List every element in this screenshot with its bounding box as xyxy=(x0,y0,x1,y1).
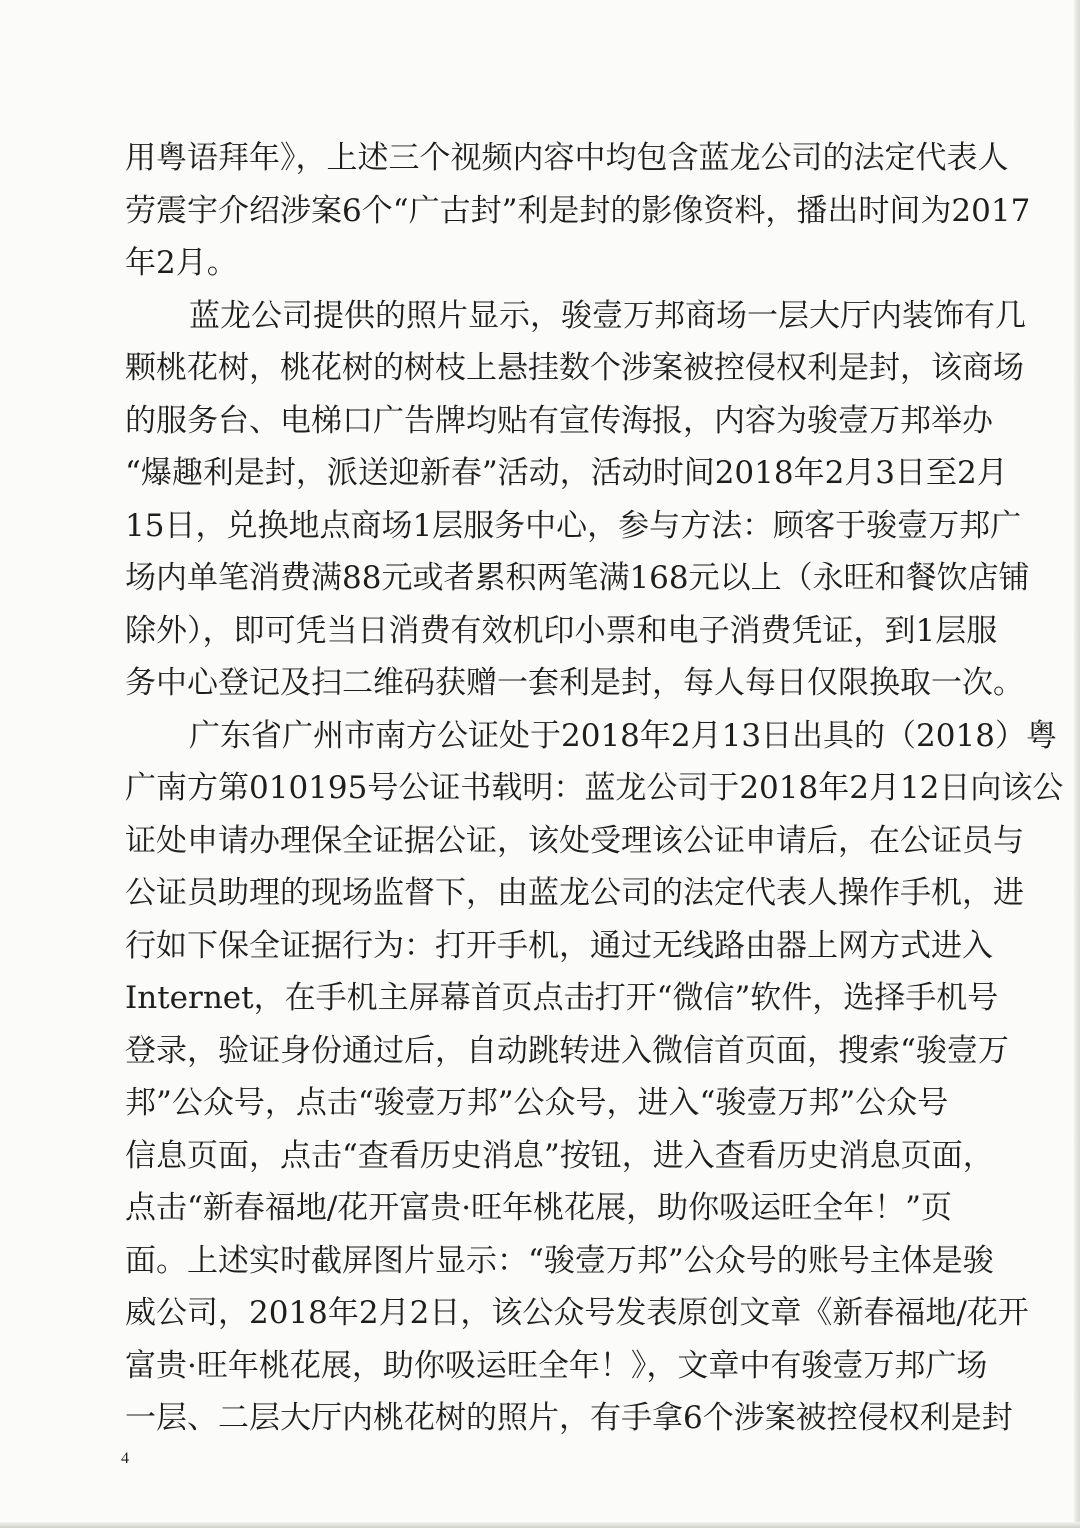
text-line: 行如下保全证据行为：打开手机，通过无线路由器上网方式进入 xyxy=(125,927,993,964)
text-line: 登录，验证身份通过后，自动跳转进入微信首页面，搜索“骏壹万 xyxy=(125,1032,1009,1069)
page-number: 4 xyxy=(121,1450,129,1467)
text-line: 威公司，2018年2月2日，该公众号发表原创文章《新春福地/花开 xyxy=(125,1295,1029,1331)
text-line: 面。上述实时截屏图片显示：“骏壹万邦”公众号的账号主体是骏 xyxy=(125,1242,994,1279)
text-line: 年2月。 xyxy=(125,245,238,281)
paragraph xyxy=(125,290,1030,710)
text-line: 一层、二层大厅内桃花树的照片，有手拿6个涉案被控侵权利是封 xyxy=(125,1400,1013,1436)
text-line: 用粤语拜年》，上述三个视频内容中均包含蓝龙公司的法定代表人 xyxy=(125,140,1009,176)
text-line: 富贵·旺年桃花展，助你吸运旺全年！》，文章中有骏壹万邦广场 xyxy=(125,1347,988,1384)
text-line: 务中心登记及扫二维码获赠一套利是封，每人每日仅限换取一次。 xyxy=(125,665,1024,701)
text-line: 的服务台、电梯口广告牌均贴有宣传海报，内容为骏壹万邦举办 xyxy=(125,402,993,439)
text-line: 邦”公众号，点击“骏壹万邦”公众号，进入“骏壹万邦”公众号 xyxy=(125,1085,949,1121)
page-edge-shadow-bottom xyxy=(0,1522,1080,1528)
text-line: 证处申请办理保全证据公证，该处受理该公证申请后，在公证员与 xyxy=(125,822,1024,859)
text-line: Internet，在手机主屏幕首页点击打开“微信”软件，选择手机号 xyxy=(125,980,999,1016)
page-edge-shadow xyxy=(1074,0,1080,1528)
text-line: 除外），即可凭当日消费有效机印小票和电子消费凭证，到1层服 xyxy=(125,612,998,649)
text-line: 劳震宇介绍涉案6个“广古封”利是封的影像资料，播出时间为2017 xyxy=(125,192,1031,229)
paragraph xyxy=(125,132,1031,290)
text-line: “爆趣利是封，派送迎新春”活动，活动时间2018年2月3日至2月 xyxy=(125,455,1008,491)
text-line: 广东省广州市南方公证处于2018年2月13日出具的（2018）粤 xyxy=(189,717,1057,754)
text-line: 广南方第010195号公证书载明：蓝龙公司于2018年2月12日向该公 xyxy=(125,770,1064,806)
text-line: 15日，兑换地点商场1层服务中心，参与方法：顾客于骏壹万邦广 xyxy=(125,507,1022,544)
document-body xyxy=(125,132,1064,1445)
text-line: 场内单笔消费满88元或者累积两笔满168元以上（永旺和餐饮店铺 xyxy=(125,560,1030,596)
text-line: 点击“新春福地/花开富贵·旺年桃花展，助你吸运旺全年！”页 xyxy=(125,1190,952,1226)
text-line: 蓝龙公司提供的照片显示，骏壹万邦商场一层大厅内装饰有几 xyxy=(189,297,1026,334)
paragraph xyxy=(125,710,1064,1445)
text-line: 公证员助理的现场监督下，由蓝龙公司的法定代表人操作手机，进 xyxy=(125,875,1024,911)
text-line: 信息页面，点击“查看历史消息”按钮，进入查看历史消息页面， xyxy=(125,1137,994,1174)
text-line: 颗桃花树，桃花树的树枝上悬挂数个涉案被控侵权利是封，该商场 xyxy=(125,350,1024,386)
